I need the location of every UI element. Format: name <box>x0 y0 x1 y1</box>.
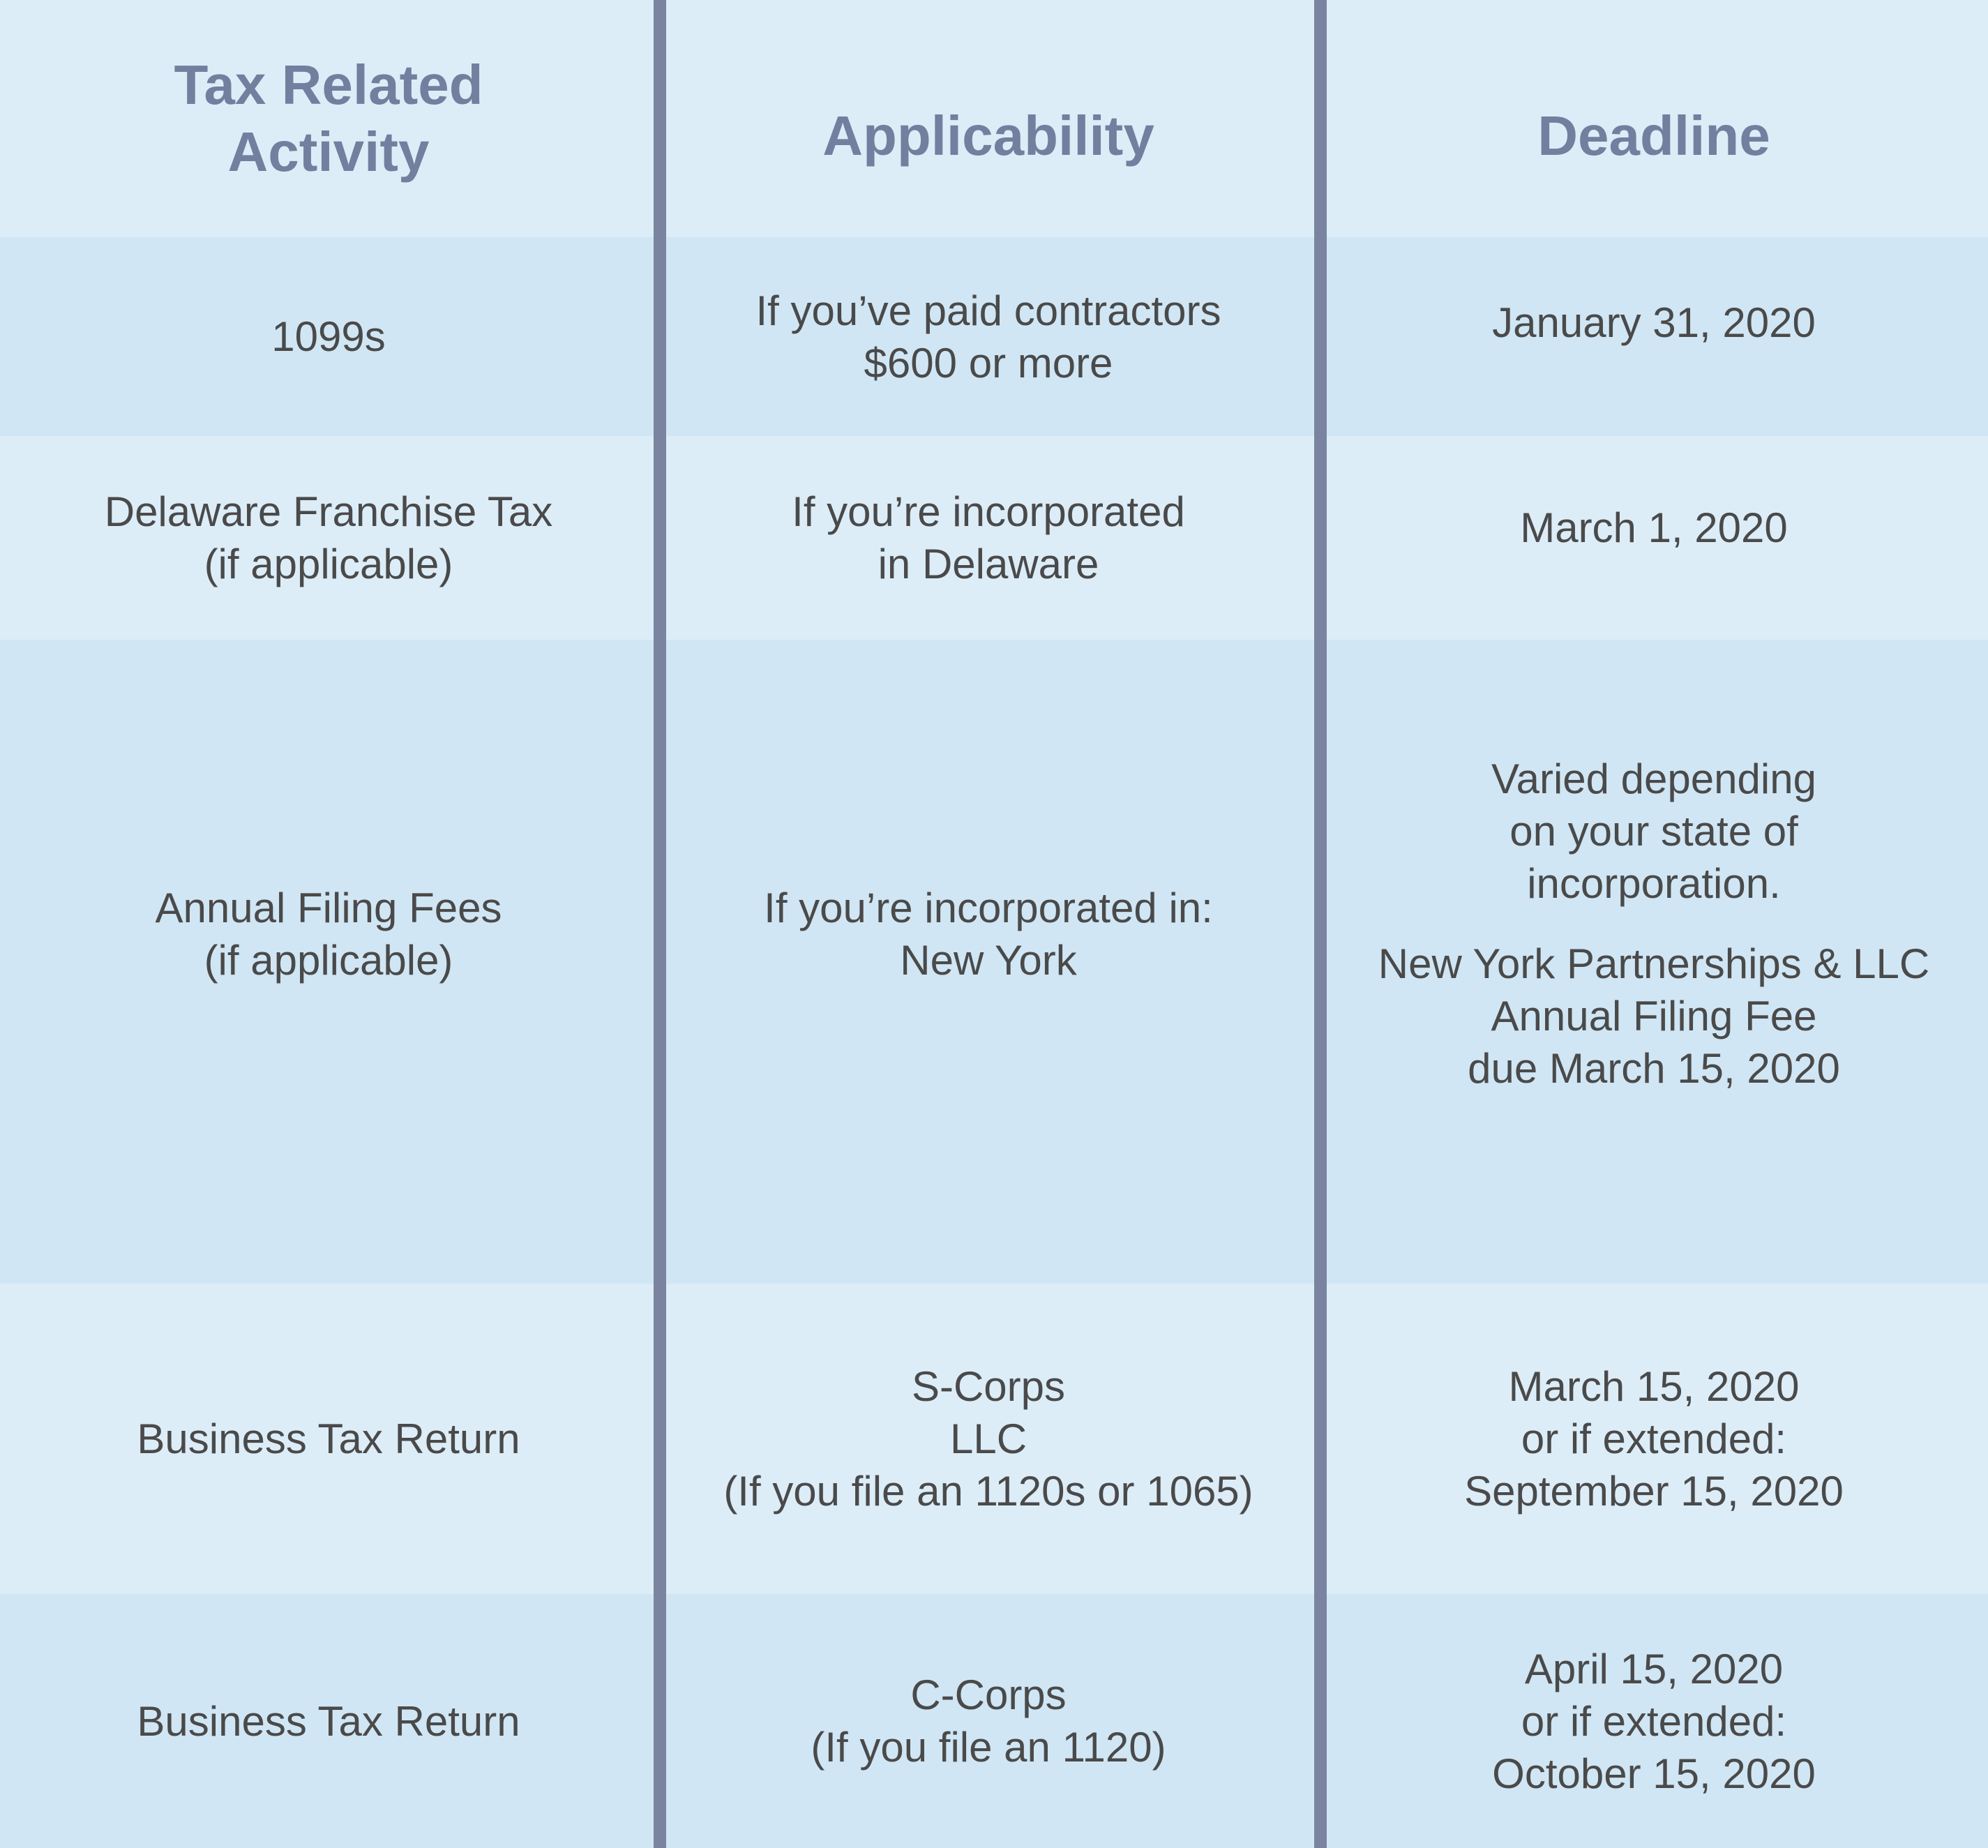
applicability-text: LLC <box>949 1415 1027 1462</box>
header-activity-line-2: Activity <box>227 121 430 183</box>
table-row <box>0 436 1988 640</box>
header-deadline <box>1320 0 1988 237</box>
header-activity-line-1: Tax Related <box>174 54 483 116</box>
applicability-cell <box>657 436 1320 640</box>
deadline-text: on your state of <box>1509 807 1798 855</box>
applicability-text: C-Corps <box>910 1672 1067 1718</box>
deadline-text: April 15, 2020 <box>1524 1645 1784 1692</box>
applicability-cell <box>657 1284 1320 1594</box>
deadline-cell <box>1320 436 1988 640</box>
applicability-cell <box>657 237 1320 436</box>
applicability-cell <box>657 640 1320 1284</box>
table-row <box>0 1284 1988 1594</box>
header-row <box>0 0 1988 237</box>
header-applicability <box>657 0 1320 237</box>
deadline-cell <box>1320 1594 1988 1848</box>
applicability-text: (If you file an 1120) <box>811 1724 1166 1771</box>
deadline-cell <box>1320 237 1988 436</box>
activity-text: Annual Filing Fees <box>155 884 502 931</box>
deadline-text: or if extended: <box>1521 1697 1787 1745</box>
column-divider <box>654 0 666 1848</box>
activity-cell <box>0 237 657 436</box>
activity-text: 1099s <box>271 313 386 360</box>
activity-text: Business Tax Return <box>137 1697 520 1745</box>
activity-cell <box>0 1594 657 1848</box>
header-activity <box>0 0 657 237</box>
deadline-text: January 31, 2020 <box>1492 299 1816 346</box>
table-row <box>0 237 1988 436</box>
applicability-text: If you’re incorporated <box>792 488 1185 535</box>
applicability-text: (If you file an 1120s or 1065) <box>723 1468 1253 1515</box>
header-deadline-label: Deadline <box>1537 105 1770 167</box>
header-applicability-label: Applicability <box>822 105 1154 167</box>
applicability-text: S-Corps <box>911 1363 1066 1410</box>
deadline-text: incorporation. <box>1527 859 1781 907</box>
applicability-text: If you’re incorporated in: <box>764 884 1213 931</box>
activity-text: Delaware Franchise Tax <box>104 488 553 535</box>
deadline-cell <box>1320 640 1988 1284</box>
activity-text: (if applicable) <box>204 936 453 984</box>
deadline-text: March 1, 2020 <box>1520 504 1788 551</box>
deadline-note-text: New York Partnerships & LLC <box>1378 940 1930 987</box>
deadline-text: March 15, 2020 <box>1508 1363 1800 1410</box>
applicability-text: $600 or more <box>864 339 1113 386</box>
table-row <box>0 1594 1988 1848</box>
table-row <box>0 640 1988 1284</box>
deadline-note-text: Annual Filing Fee <box>1491 992 1817 1039</box>
deadline-cell <box>1320 1284 1988 1594</box>
activity-text: (if applicable) <box>204 541 453 587</box>
spacer <box>1378 910 1929 938</box>
applicability-text: in Delaware <box>878 541 1099 587</box>
deadline-text: October 15, 2020 <box>1492 1750 1816 1797</box>
deadline-text: or if extended: <box>1521 1415 1787 1462</box>
deadline-text: September 15, 2020 <box>1464 1468 1844 1515</box>
activity-text: Business Tax Return <box>137 1415 520 1462</box>
applicability-cell <box>657 1594 1320 1848</box>
activity-cell <box>0 640 657 1284</box>
deadline-note-text: due March 15, 2020 <box>1468 1044 1840 1092</box>
deadline-text: Varied depending <box>1491 755 1816 802</box>
applicability-text: If you’ve paid contractors <box>755 287 1221 334</box>
column-divider <box>1314 0 1327 1848</box>
applicability-text: New York <box>900 936 1077 984</box>
activity-cell <box>0 1284 657 1594</box>
activity-cell <box>0 436 657 640</box>
